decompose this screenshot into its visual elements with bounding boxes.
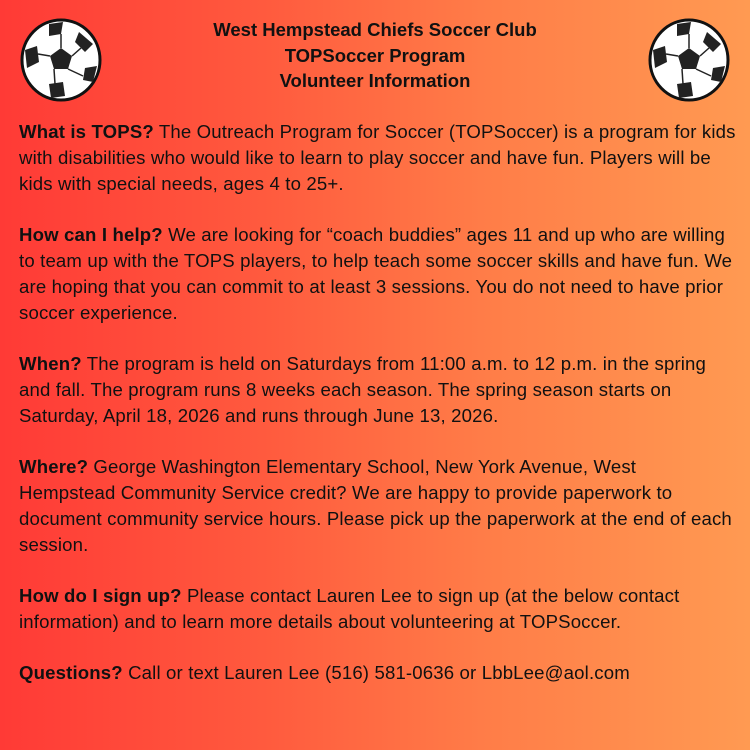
section-text: Please contact Lauren Lee to sign up (at the below contact information) and to learn more details about volunteering at TOPSoccer. xyxy=(19,585,680,632)
section-heading: Questions? xyxy=(19,662,123,683)
club-name: West Hempstead Chiefs Soccer Club xyxy=(213,19,537,40)
program-name: TOPSoccer Program xyxy=(284,44,466,66)
section-heading: How do I sign up? xyxy=(19,585,182,606)
section-questions xyxy=(19,660,737,686)
section-when xyxy=(19,351,737,429)
section-text: The Outreach Program for Soccer (TOPSoccer) is a program for kids with disabilities who would like to learn to play soccer and have fun. Players will be kids with special needs, ages 4 to 25+. xyxy=(19,121,736,194)
section-heading: When? xyxy=(19,353,82,374)
contact-info: Call or text Lauren Lee (516) 581-0636 or LbbLee@aol.com xyxy=(128,662,630,683)
section-heading: Where? xyxy=(19,456,89,477)
section-where xyxy=(19,454,737,558)
section-text: The program is held on Saturdays from 11:00 a.m. to 12 p.m. in the spring and fall. The program runs 8 weeks each season. The spring season starts on Saturday, April 18, 2026 and runs through June 13, 2026. xyxy=(19,353,707,426)
section-heading: How can I help? xyxy=(19,224,163,245)
section-heading: What is TOPS? xyxy=(19,121,154,142)
section-text: We are looking for “coach buddies” ages 11 and up who are willing to team up with the TOPS players, to help teach some soccer skills and have fun. We are hoping that you can commit to at least 3 sessions. You do not need to have prior soccer experience. xyxy=(19,224,733,323)
section-sign-up xyxy=(19,583,737,635)
flyer-title: Volunteer Information xyxy=(279,70,471,91)
section-what-is-tops xyxy=(19,119,737,197)
section-how-can-i-help xyxy=(19,222,737,326)
flyer-body xyxy=(19,119,737,711)
section-text: George Washington Elementary School, New York Avenue, West Hempstead Community Service credit? We are happy to provide paperwork to document community service hours. Please pick up the paperwork at the end of each session. xyxy=(19,456,732,555)
flyer-header xyxy=(0,17,750,94)
